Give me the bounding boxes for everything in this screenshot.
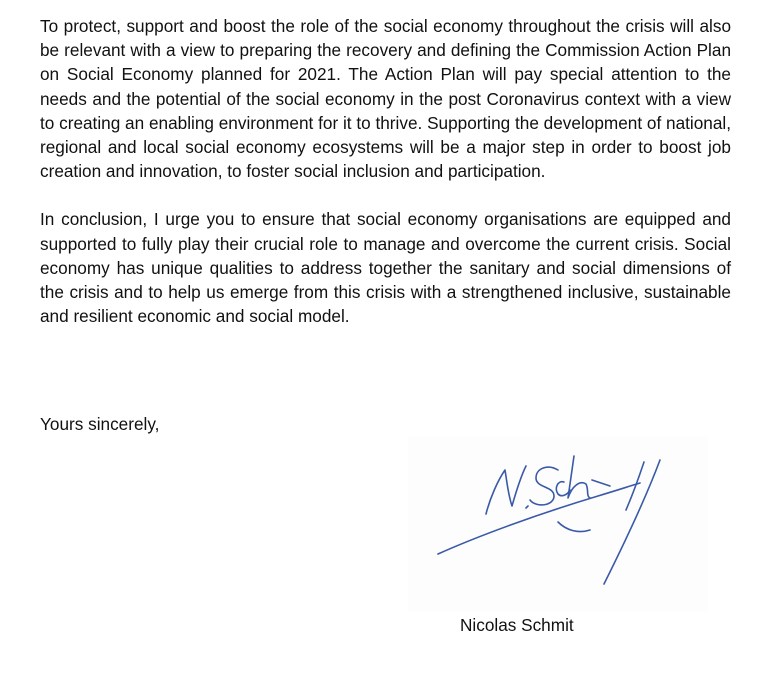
- signatory-name: Nicolas Schmit: [460, 615, 574, 635]
- signature-image: [408, 436, 708, 612]
- letter-body: [40, 14, 731, 328]
- body-paragraph-1: To protect, support and boost the role of the social economy throughout the crisis will also be relevant with a view to preparing the recovery and defining the Commission Action Plan on Social Economy planned for 2021. The Action Plan will pay special attention to the needs and the potential of the social economy in the post Coronavirus context with a view to creating an enabling environment for it to thrive. Supporting the development of national, regional and local social economy ecosystems will be a major step in order to boost job creation and innovation, to foster social inclusion and participation.: [40, 16, 731, 182]
- handwritten-signature: [408, 436, 708, 612]
- closing-salutation: Yours sincerely,: [40, 414, 160, 434]
- body-paragraph-2: In conclusion, I urge you to ensure that social economy organisations are equipped and supported to fully play their crucial role to manage and overcome the current crisis. Social economy has unique qualities to address together the sanitary and social dimensions of the crisis and to help us emerge from this crisis with a strengthened inclusive, sustainable and resilient economic and social model.: [40, 209, 731, 327]
